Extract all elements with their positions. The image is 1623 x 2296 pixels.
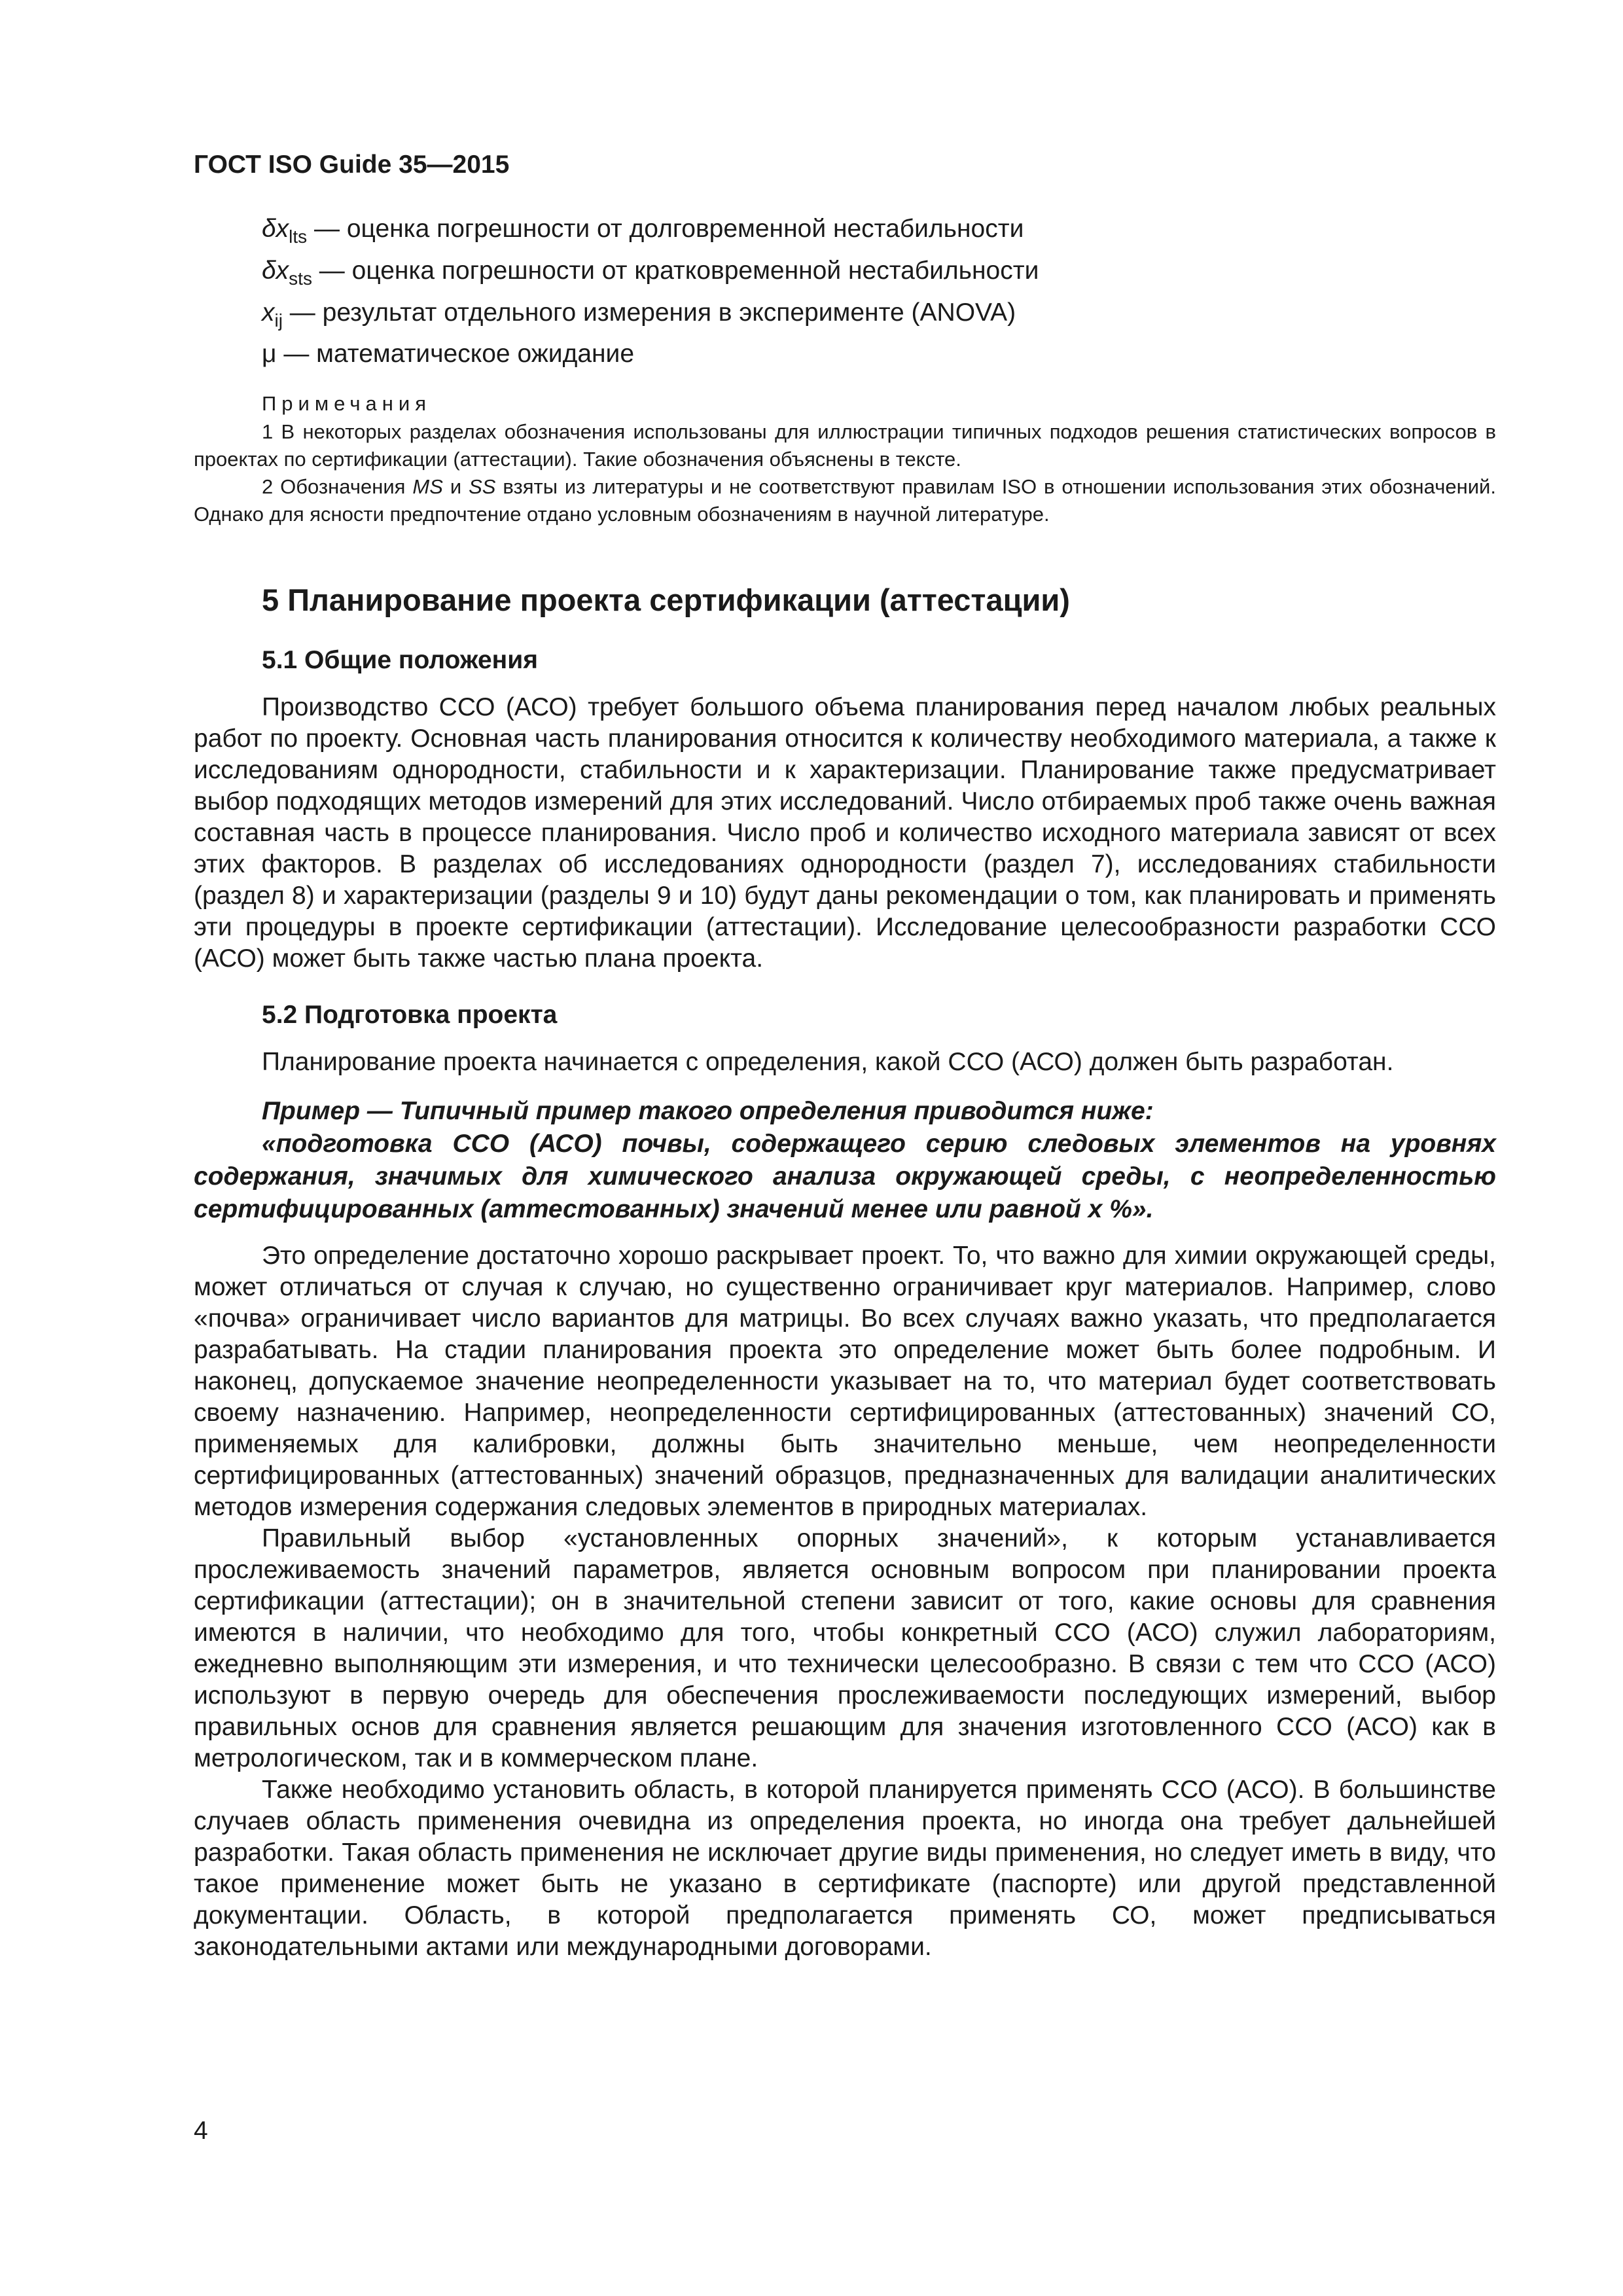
symbol-description: — математическое ожидание	[283, 340, 635, 368]
note-2: 2 Обозначения MS и SS взяты из литературы и не соответствуют правилам ISO в отношении использования этих обозначений. Однако для ясности предпочтение отдано условным обозначениям в научной литературе.	[194, 475, 1496, 526]
symbol-item	[262, 337, 1496, 371]
document-page	[194, 151, 1496, 1963]
example-block	[194, 1095, 1496, 1226]
symbol-base: δx	[262, 215, 289, 243]
example-quote: «подготовка ССО (АСО) почвы, содержащего серию следовых элементов на уровнях содержания, значимых для химического анализа окружающей среды, с неопределенностью сертифицированных (аттестованных) значений менее или равной x %».	[194, 1130, 1496, 1224]
symbol-description: — оценка погрешности от кратковременной нестабильности	[319, 256, 1039, 285]
symbol-description: — результат отдельного измерения в эксперименте (ANOVA)	[289, 298, 1016, 327]
section-5-2-title: 5.2 Подготовка проекта	[262, 1001, 558, 1030]
section-5-2-paragraph-4: Также необходимо установить область, в которой планируется применять ССО (АСО). В большинстве случаев область применения очевидна из определения проекта, но иногда она требует дальнейшей разработки. Такая область применения не исключает другие виды применения, но следует иметь в виду, что такое применение может быть не указано в сертификате (паспорте) или другой представленной документации. Область, в которой предполагается применять СО, может предписываться законодательными актами или международными договорами.	[194, 1776, 1496, 1962]
symbol-item	[262, 212, 1496, 254]
symbol-subscript: lts	[289, 226, 308, 247]
ms-symbol: MS	[412, 475, 443, 499]
symbol-base: δx	[262, 256, 289, 285]
ss-symbol: SS	[469, 475, 496, 499]
section-5-2-paragraph-1: Планирование проекта начинается с определения, какой ССО (АСО) должен быть разработан.	[262, 1048, 1394, 1077]
symbol-item	[262, 254, 1496, 296]
symbol-subscript: sts	[289, 268, 312, 289]
section-5-2-paragraph-3: Правильный выбор «установленных опорных значений», к которым устанавливается прослеживаемость значений параметров, является основным вопросом при планировании проекта сертификации (аттестации); он в значительной степени зависит от того, какие основы для сравнения имеются в наличии, что необходимо для того, чтобы конкретный ССО (АСО) служил лабораториям, ежедневно выполняющим эти измерения, и что технически целесообразно. В связи с тем что ССО (АСО) используют в первую очередь для обеспечения прослеживаемости последующих измерений, выбор правильных основ для сравнения является решающим для значения изготовленного ССО (АСО) как в метрологическом, так и в коммерческом плане.	[194, 1524, 1496, 1773]
symbol-description: — оценка погрешности от долговременной нестабильности	[314, 215, 1024, 243]
symbol-base: x	[262, 298, 275, 327]
section-5-1-paragraph: Производство ССО (АСО) требует большого объема планирования перед началом любых реальных работ по проекту. Основная часть планирования относится к количеству необходимого материала, а также к исследованиям однородности, стабильности и к характеризации. Планирование также предусматривает выбор подходящих методов измерений для этих исследований. Число отбираемых проб также очень важная составная часть в процессе планирования. Число проб и количество исходного материала зависят от всех этих факторов. В разделах об исследованиях однородности (раздел 7), исследованиях стабильности (раздел 8) и характеризации (разделы 9 и 10) будут даны рекомендации о том, как планировать и применять эти процедуры в проекте сертификации (аттестации). Исследование целесообразности разработки ССО (АСО) может быть также частью плана проекта.	[194, 693, 1496, 973]
section-5-1-title: 5.1 Общие положения	[262, 646, 538, 675]
document-header: ГОСТ ISO Guide 35—2015	[194, 151, 510, 179]
section-5-2-paragraph-2: Это определение достаточно хорошо раскрывает проект. То, что важно для химии окружающей среды, может отличаться от случая к случаю, но существенно ограничивает круг материалов. Например, слово «почва» ограничивает число вариантов для матрицы. Во всех случаях важно указать, что предполагается разрабатывать. На стадии планирования проекта это определение может быть более подробным. И наконец, допускаемое значение неопределенности указывает на то, что материал будет соответствовать своему назначению. Например, неопределенности сертифицированных (аттестованных) значений СО, применяемых для калибровки, должны быть значительно меньше, чем неопределенности сертифицированных (аттестованных) значений образцов, предназначенных для валидации аналитических методов измерения содержания следовых элементов в природных материалах.	[194, 1242, 1496, 1522]
example-intro: Пример — Типичный пример такого определения приводится ниже:	[262, 1097, 1154, 1126]
note-1: 1 В некоторых разделах обозначения использованы для иллюстрации типичных подходов решения статистических вопросов в проектах по сертификации (аттестации). Такие обозначения объяснены в тексте.	[194, 420, 1496, 471]
section-5-title: 5 Планирование проекта сертификации (аттестации)	[262, 583, 1070, 618]
symbol-base: μ	[262, 340, 277, 368]
symbol-subscript: ij	[274, 310, 283, 331]
symbol-list	[194, 212, 1496, 371]
page-number: 4	[194, 2117, 208, 2145]
symbol-item	[262, 296, 1496, 338]
notes-title: Примечания	[262, 392, 431, 416]
